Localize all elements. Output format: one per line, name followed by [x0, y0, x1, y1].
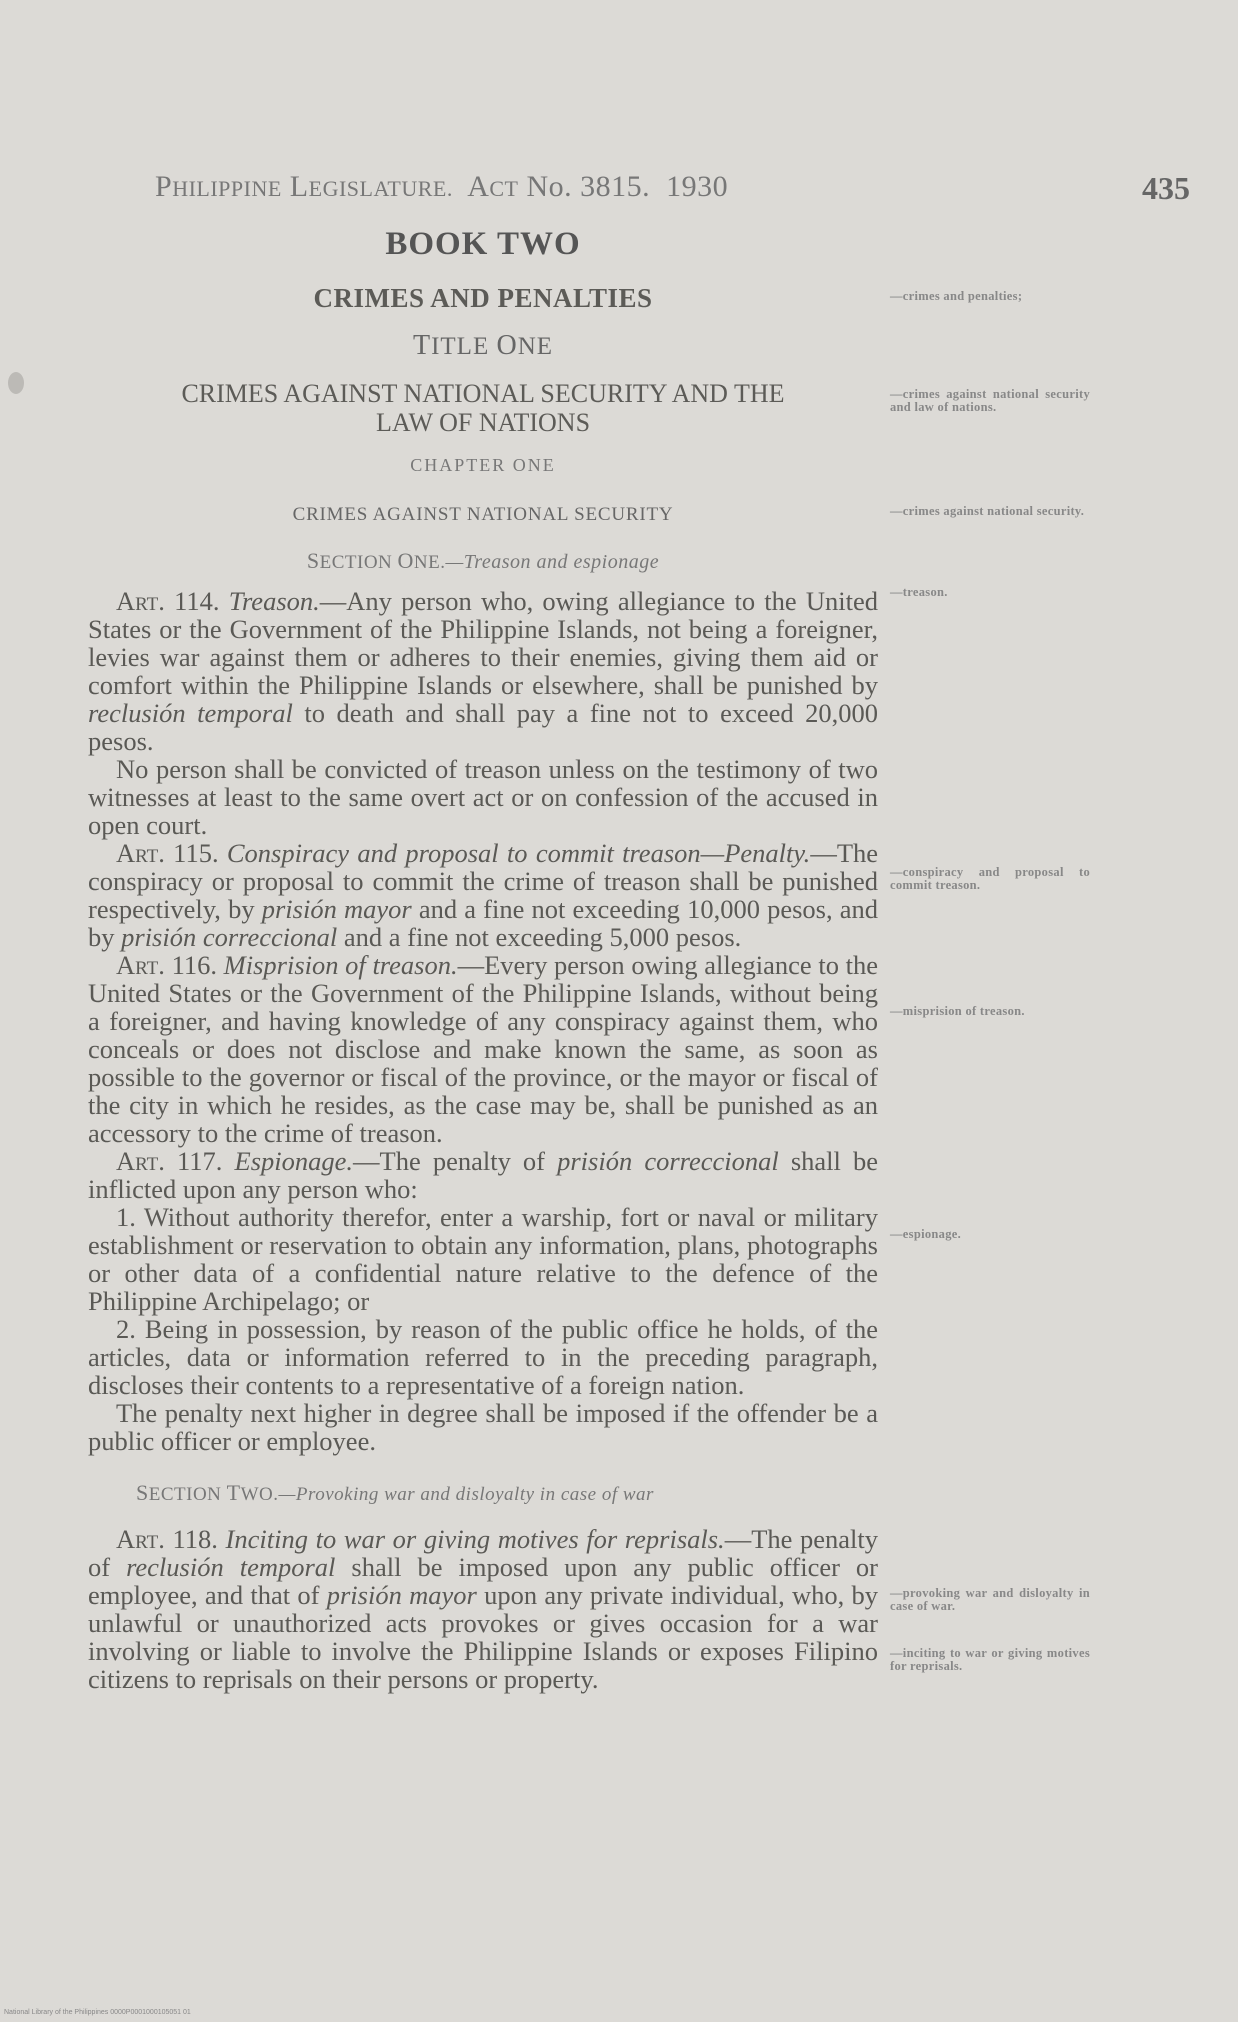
sidenote-treason: —treason. — [890, 585, 948, 599]
article-117: Art. 117. Espionage.—The penalty of prisión correccional shall be inflicted upon any person who: — [88, 1146, 879, 1204]
crimes-heading: CRIMES AGAINST NATIONAL SECURITY AND THE LAW OF NATIONS — [181, 379, 785, 437]
page-header — [155, 170, 1190, 210]
sidenote-espionage: —espionage. — [890, 1227, 962, 1241]
sidenote-national-security-and-law: —crimes against national security and law of nations. — [890, 387, 1090, 414]
chapter-heading: CHAPTER ONE — [410, 455, 556, 475]
section-one-heading: SECTION ONE.—Treason and espionage — [306, 548, 660, 573]
page-number: 435 — [1142, 170, 1190, 206]
sidenote-crimes-and-penalties: —crimes and penalties; — [890, 289, 1023, 303]
sidenote-conspiracy: —conspiracy and proposal to commit treason. — [890, 865, 1090, 892]
part-heading: CRIMES AND PENALTIES — [313, 283, 653, 313]
main-text — [88, 225, 878, 1693]
article-114-paragraph-2: No person shall be convicted of treason unless on the testimony of two witnesses at least to the same overt act or on confession of the accused in open court. — [88, 754, 878, 840]
chapter-subtitle: CRIMES AGAINST NATIONAL SECURITY — [292, 504, 674, 525]
article-117-paragraph-3: The penalty next higher in degree shall be imposed if the offender be a public officer or employee. — [88, 1398, 878, 1456]
sidenote-national-security: —crimes against national security. — [890, 504, 1085, 518]
title-heading: TITLE ONE — [412, 330, 554, 361]
article-114: Art. 114. Treason.—Any person who, owing allegiance to the United States or the Government of the Philippine Islands, not being a foreigner, levies war against them or adheres to their enemies, giving them aid or comfort within the Philippine Islands or elsewhere, shall be punished by reclusión temporal to death and shall pay a fine not to exceed 20,000 pesos. — [88, 586, 879, 756]
sidenote-inciting-war: —inciting to war or giving motives for reprisals. — [890, 1646, 1090, 1673]
section-two-heading: SECTION TWO.—Provoking war and disloyalty in case of war — [136, 1480, 654, 1505]
sidenote-provoking-war: —provoking war and disloyalty in case of war. — [890, 1586, 1090, 1613]
article-116: Art. 116. Misprision of treason.—Every person owing allegiance to the United States or the Government of the Philippine Islands, without being a foreigner, and having knowledge of any conspiracy against them, who conceals or does not disclose and make known the same, as soon as possible to the governor or fiscal of the province, or the mayor or fiscal of the city in which he resides, as the case may be, shall be punished as an accessory to the crime of treason. — [88, 950, 879, 1148]
article-115: Art. 115. Conspiracy and proposal to commit treason—Penalty.—The conspiracy or proposal to commit the crime of treason shall be punished respectively, by prisión mayor and a fine not exceeding 10,000 pesos, and by prisión correccional and a fine not exceeding 5,000 pesos. — [88, 838, 879, 952]
article-117-item-2: 2. Being in possession, by reason of the public office he holds, of the articles, data or information referred to in the preceding paragraph, discloses their contents to a representative of a foreign nation. — [88, 1314, 878, 1400]
sidenote-misprision: —misprision of treason. — [890, 1004, 1025, 1018]
scan-footer: National Library of the Philippines 0000P0001000105051 01 — [4, 2009, 191, 2016]
article-117-item-1: 1. Without authority therefor, enter a warship, fort or naval or military establishment or reservation to obtain any information, plans, photographs or other data of a confidential nature relative to the defence of the Philippine Archipelago; or — [88, 1202, 878, 1316]
book-heading: BOOK TWO — [385, 226, 581, 262]
running-head: PHILIPPINE LEGISLATURE. ACT No. 3815. 1930 — [155, 170, 729, 203]
article-118: Art. 118. Inciting to war or giving motives for reprisals.—The penalty of reclusión temporal shall be imposed upon any public officer or employee, and that of prisión mayor upon any private individual, who, by unlawful or unauthorized acts provokes or gives occasion for a war involving or liable to involve the Philippine Islands or exposes Filipino citizens to reprisals on their persons or property. — [88, 1524, 879, 1694]
ink-blot — [8, 372, 24, 394]
